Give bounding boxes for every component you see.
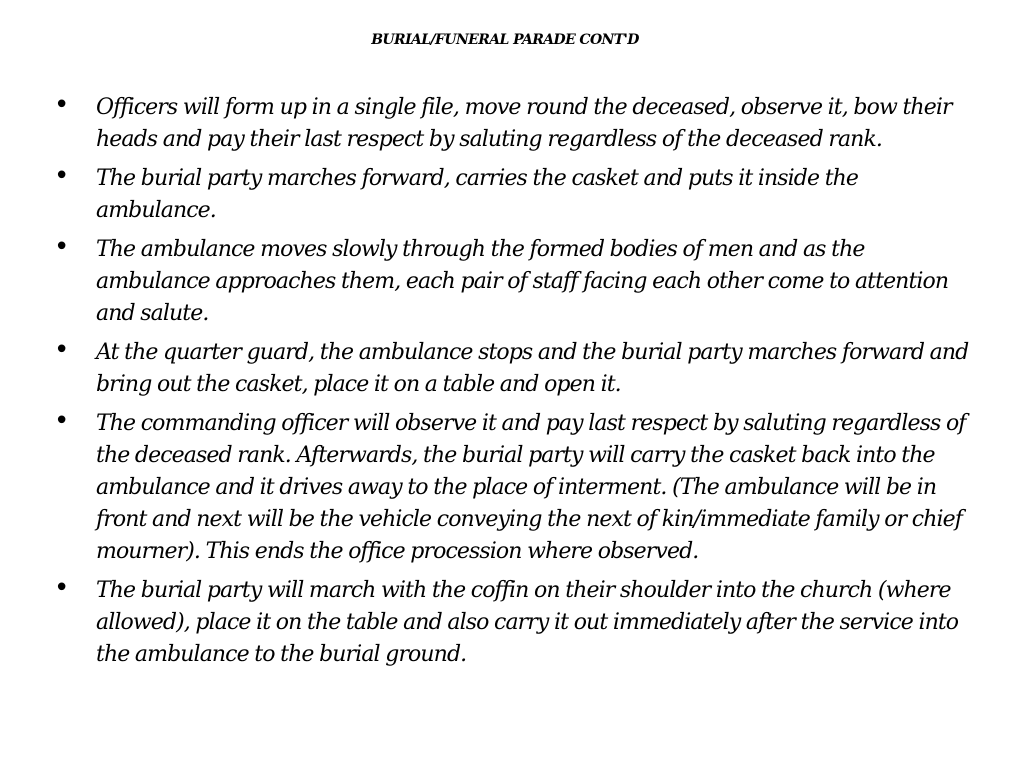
bullet-item xyxy=(50,408,980,568)
bullet-item xyxy=(50,337,980,401)
bullet-text: Officers will form up in a single file, move round the deceased, observe it, bow their heads and pay their last respect by saluting regardless of the deceased rank. xyxy=(96,95,952,152)
bullet-item xyxy=(50,234,980,330)
bullet-icon: • xyxy=(54,573,69,603)
bullet-list xyxy=(50,92,980,678)
bullet-text: The commanding officer will observe it and pay last respect by saluting regardless of the deceased rank. Afterwards, the burial party will carry the casket back into the ambulance and it drives away to the place of interment. (The ambulance will be in front and next will be the vehicle conveying the next of kin/immediate family or chief mourner). This ends the office procession where observed. xyxy=(96,411,966,564)
bullet-item xyxy=(50,163,980,227)
bullet-icon: • xyxy=(54,161,69,191)
bullet-icon: • xyxy=(54,232,69,262)
bullet-icon: • xyxy=(54,90,69,120)
bullet-text: The burial party marches forward, carries the casket and puts it inside the ambulance. xyxy=(96,166,859,223)
bullet-item xyxy=(50,92,980,156)
bullet-item xyxy=(50,575,980,671)
bullet-icon: • xyxy=(54,406,69,436)
slide-title: BURIAL/FUNERAL PARADE CONT'D xyxy=(371,32,639,48)
bullet-text: At the quarter guard, the ambulance stops and the burial party marches forward and bring out the casket, place it on a table and open it. xyxy=(96,340,969,397)
bullet-text: The ambulance moves slowly through the formed bodies of men and as the ambulance approaches them, each pair of staff facing each other come to attention and salute. xyxy=(96,237,949,326)
bullet-icon: • xyxy=(54,335,69,365)
bullet-text: The burial party will march with the coffin on their shoulder into the church (where allowed), place it on the table and also carry it out immediately after the service into the ambulance to the burial ground. xyxy=(96,578,959,667)
